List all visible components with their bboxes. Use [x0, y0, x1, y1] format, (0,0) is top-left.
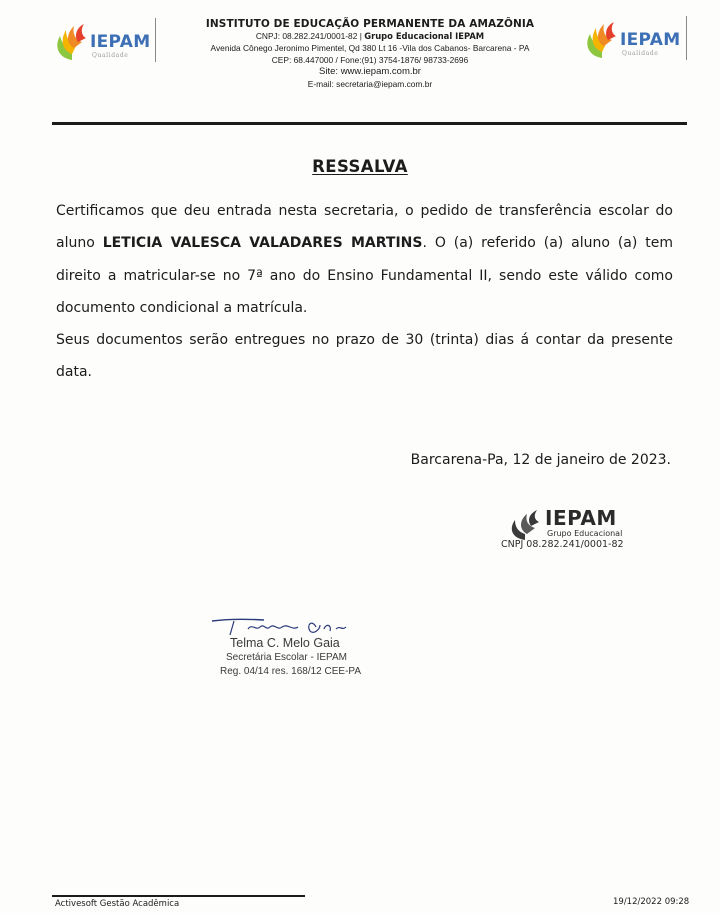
footer-system: Activesoft Gestão Acadêmica: [55, 899, 180, 909]
site: Site: www.iepam.com.br: [319, 66, 421, 77]
document-title: RESSALVA: [312, 157, 408, 176]
footer-timestamp: 19/12/2022 09:28: [613, 897, 690, 907]
stamp-cnpj: CNPJ 08.282.241/0001-82: [501, 539, 624, 550]
stamp-subtext: Grupo Educacional: [547, 529, 623, 538]
signer-name: Telma C. Melo Gaia: [230, 636, 340, 650]
paragraph-2: Seus documentos serão entregues no prazo de 30 (trinta) dias á contar da presente data.: [56, 332, 673, 381]
signer-registration: Reg. 04/14 res. 168/12 CEE-PA: [220, 666, 362, 677]
address: Avenida Cônego Jeronimo Pimentel, Qd 380 Lt 16 -Vila dos Cabanos- Barcarena - PA: [210, 43, 530, 53]
logo-text: IEPAM: [620, 30, 681, 50]
place-date: Barcarena-Pa, 12 de janeiro de 2023.: [410, 452, 671, 468]
cnpj-line: CNPJ: 08.282.241/0001-82 | Grupo Educacional IEPAM: [255, 31, 485, 41]
stamp-flame-icon: [507, 508, 543, 542]
logo-subtext: Qualidade: [622, 50, 659, 57]
header-rule: [52, 122, 687, 125]
group-name: Grupo Educacional IEPAM: [364, 31, 485, 41]
stamp-logo-text: IEPAM: [545, 506, 617, 530]
student-name: LETICIA VALESCA VALADARES MARTINS: [102, 235, 423, 252]
signer-role: Secretária Escolar - IEPAM: [226, 652, 347, 663]
paragraph-1: Certificamos que deu entrada nesta secretaria, o pedido de transferência escolar do aluno LETICIA VALESCA VALADARES MARTINS. O (a) referido (a) aluno (a) tem direito a matricular-se no 7ª ano do Ensino Fundamental II, sendo este válido como documento condicional a matrícula.: [56, 203, 673, 317]
iepam-flame-icon: [582, 18, 622, 60]
handwritten-signature: [208, 613, 368, 637]
logo-text: IEPAM: [90, 32, 151, 52]
divider: [686, 16, 687, 60]
divider: [155, 18, 156, 62]
signature-block: [200, 605, 370, 685]
email: E-mail: secretaria@iepam.com.br: [307, 79, 433, 89]
letterhead: [170, 18, 570, 90]
footer-rule: [52, 895, 305, 897]
institution-name: INSTITUTO DE EDUCAÇÃO PERMANENTE DA AMAZÔNIA: [205, 18, 535, 30]
logo-subtext: Qualidade: [92, 52, 129, 59]
cep-phone: CEP: 68.447000 / Fone:(91) 3754-1876/ 98733-2696: [271, 55, 469, 65]
iepam-logo-right: [582, 18, 682, 64]
iepam-logo-left: [52, 20, 152, 66]
iepam-flame-icon: [52, 20, 92, 62]
